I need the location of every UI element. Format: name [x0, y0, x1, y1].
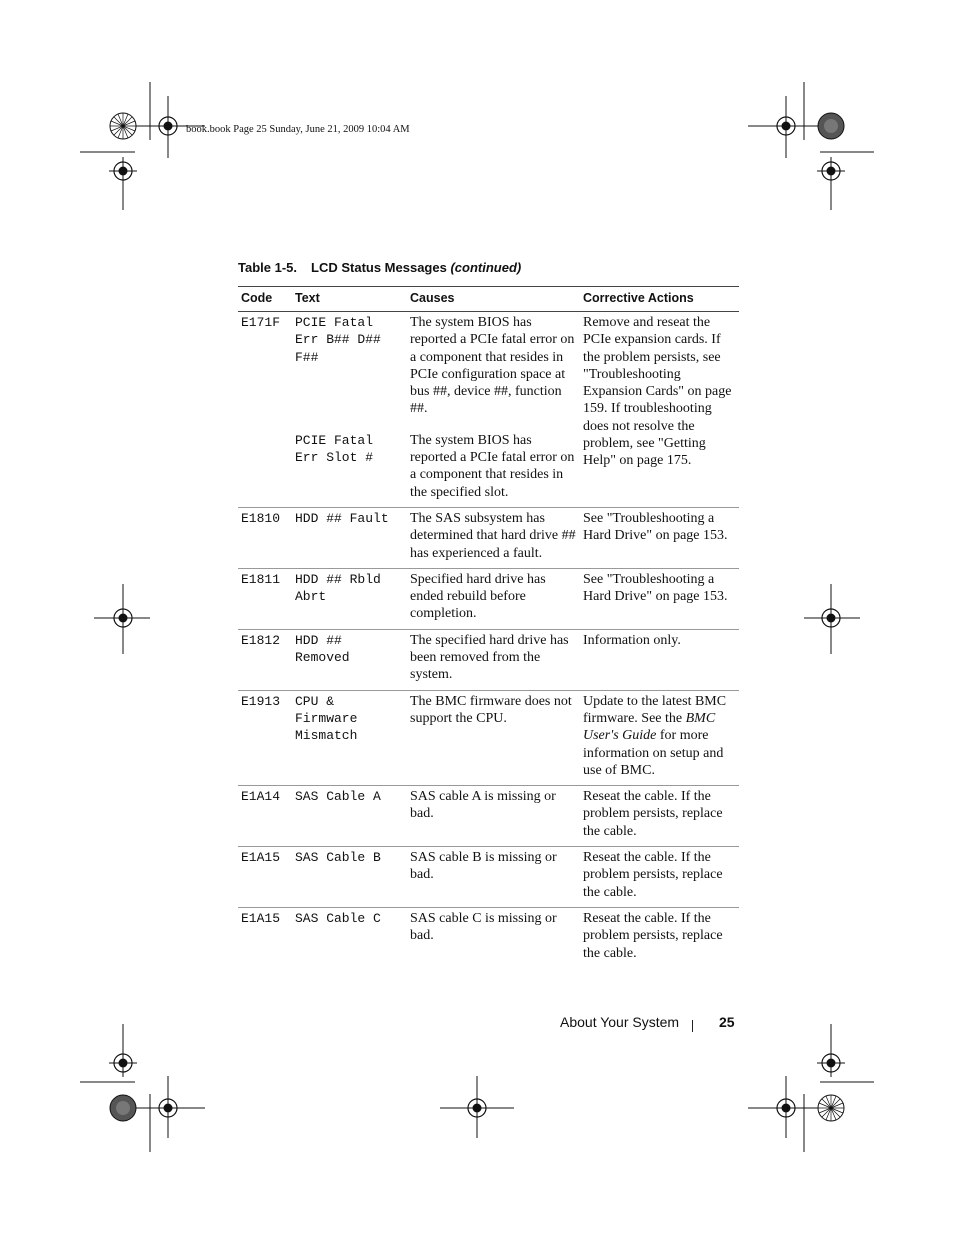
- cell-text: SAS Cable C: [292, 907, 407, 967]
- cell-causes: SAS cable A is missing or bad.: [407, 786, 580, 847]
- cell-text: PCIE Fatal Err Slot #: [295, 432, 374, 466]
- lcd-status-table: [238, 286, 739, 968]
- table-row: [238, 786, 739, 847]
- cell-code: E171F: [241, 315, 281, 330]
- col-header-causes: Causes: [407, 287, 580, 312]
- table-caption: [238, 260, 521, 275]
- cell-causes: The system BIOS has reported a PCIe fatal error on a component that resides in the specified slot.: [410, 432, 575, 500]
- table-title: LCD Status Messages: [311, 260, 447, 275]
- cell-text: HDD ## Rbld Abrt: [292, 568, 407, 629]
- cell-action: Reseat the cable. If the problem persists, replace the cable.: [580, 786, 739, 847]
- page-footer: [560, 1014, 735, 1030]
- cell-text: HDD ## Removed: [292, 629, 407, 690]
- col-header-actions: Corrective Actions: [580, 287, 739, 312]
- page-number: 25: [719, 1014, 735, 1030]
- cell-text: PCIE Fatal Err B## D## F##: [295, 315, 381, 365]
- cell-causes: The BMC firmware does not support the CPU.: [407, 690, 580, 785]
- col-header-code: Code: [238, 287, 292, 312]
- action-text: Update to the latest BMC firmware. See the: [583, 693, 727, 726]
- table-row: [238, 568, 739, 629]
- cell-action: See "Troubleshooting a Hard Drive" on page 153.: [580, 507, 739, 568]
- print-slug: book.book Page 25 Sunday, June 21, 2009 10:04 AM: [186, 124, 410, 135]
- cell-code: E1A14: [238, 786, 292, 847]
- cell-text: CPU & Firmware Mismatch: [292, 690, 407, 785]
- table-row: [238, 312, 739, 424]
- cell-text: HDD ## Fault: [292, 507, 407, 568]
- cell-action: Remove and reseat the PCIe expansion cards. If the problem persists, see "Troubleshooting Expansion Cards" on page 159. If troubleshooting does not resolve the problem, see "Getting Help" on page 175.: [583, 315, 732, 469]
- cell-action: See "Troubleshooting a Hard Drive" on page 153.: [580, 568, 739, 629]
- cell-causes: The system BIOS has reported a PCIe fatal error on a component that resides in PCIe configuration space at bus ##, device ##, function ##.: [410, 315, 575, 417]
- cell-causes: The SAS subsystem has determined that hard drive ## has experienced a fault.: [407, 507, 580, 568]
- footer-divider: [692, 1020, 693, 1032]
- action-text: for more information on setup and use of BMC.: [583, 728, 724, 778]
- cell-code: E1913: [238, 690, 292, 785]
- cell-action: Reseat the cable. If the problem persists, replace the cable.: [580, 907, 739, 967]
- cell-causes: SAS cable C is missing or bad.: [407, 907, 580, 967]
- bmc-guide-title: BMC User's Guide: [583, 710, 716, 744]
- cell-causes: The specified hard drive has been removed from the system.: [407, 629, 580, 690]
- cell-causes: SAS cable B is missing or bad.: [407, 847, 580, 908]
- table-row: [238, 629, 739, 690]
- table-row: [238, 690, 739, 785]
- footer-section: About Your System: [560, 1014, 680, 1030]
- cell-action: Reseat the cable. If the problem persists, replace the cable.: [580, 847, 739, 908]
- table-row: [238, 847, 739, 908]
- table-continued: (continued): [450, 260, 522, 275]
- cell-action: Information only.: [580, 629, 739, 690]
- cell-code: E1A15: [238, 847, 292, 908]
- cell-text: SAS Cable B: [292, 847, 407, 908]
- cell-code: E1812: [238, 629, 292, 690]
- table-row: [238, 507, 739, 568]
- table-header-row: [238, 287, 739, 312]
- cell-code: E1810: [238, 507, 292, 568]
- cell-causes: Specified hard drive has ended rebuild before completion.: [407, 568, 580, 629]
- table-number: Table 1-5.: [238, 260, 298, 275]
- col-header-text: Text: [292, 287, 407, 312]
- table-row: [238, 907, 739, 967]
- cell-action: [580, 690, 739, 785]
- cell-code: E1A15: [238, 907, 292, 967]
- cell-code: E1811: [238, 568, 292, 629]
- cell-text: SAS Cable A: [292, 786, 407, 847]
